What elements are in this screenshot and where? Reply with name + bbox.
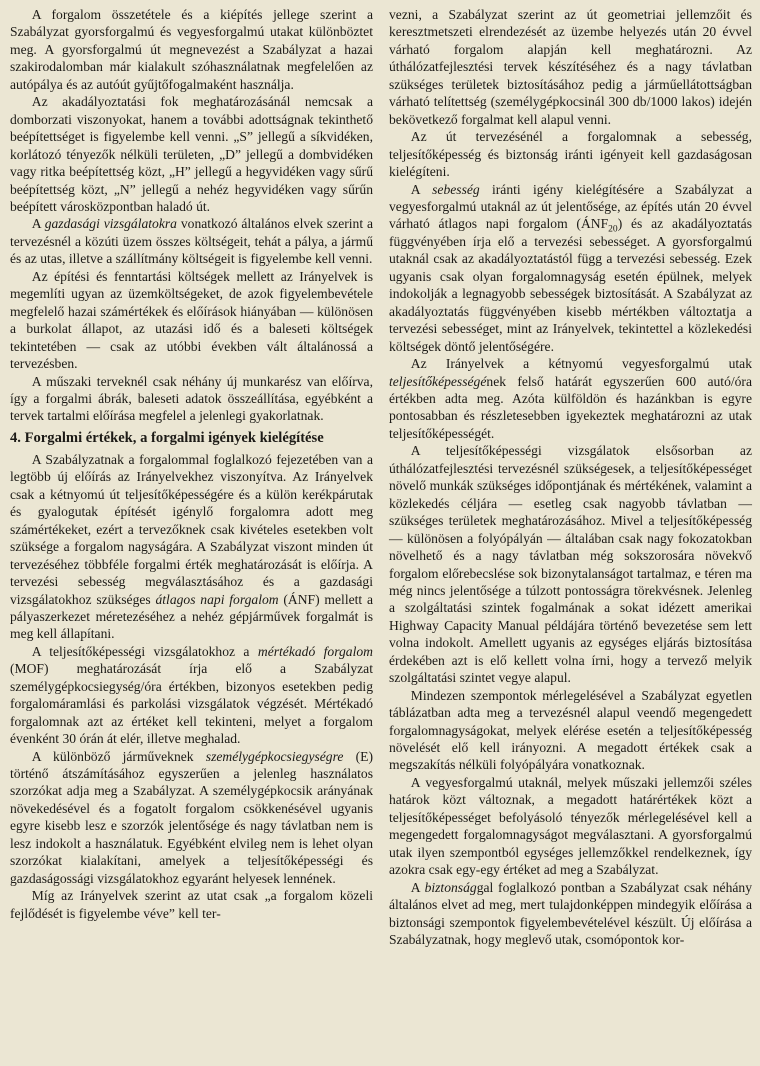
section-heading: 4. Forgalmi értékek, a forgalmi igények kielégítése [10, 429, 324, 446]
emphasis: gazdasági vizsgálatokra [44, 216, 177, 232]
paragraph [10, 643, 373, 748]
left-column [10, 6, 373, 1066]
text-run: nek felső határát egyszerűen 600 autó/óra értékben adta meg. Azóta külföldön és hazánkban is egyre pontosabban és részletesebben igyekeztek meghatározni az utak teljesítőképességét. [389, 373, 752, 441]
text-run: A [31, 216, 45, 232]
emphasis: biztonság [424, 879, 477, 895]
paragraph [389, 355, 752, 442]
text-run: Az Irányelvek a kétnyomú vegyesforgalmú utak [410, 356, 752, 372]
paragraph: A műszaki terveknél csak néhány új munkarész van előírva, így a forgalmi ábrák, baleseti adatok összeállítása, egyébként a tervek tartalmi előírása megfelel a jelenlegi gyakorlatnak. [10, 373, 373, 424]
text-run: gal foglalkozó pontban a Szabályzat csak néhány általános elvet ad meg, mert tulajdonképpen mindegyik előírása a biztonsági szempontok figyelembevételével készült. Új előírása a Szabályzatnak, hogy meglevő utak, csomópontok kor- [389, 879, 752, 948]
text-run: iránti igény kielégítésére a Szabályzat a vegyesforgalmú utaknál az út jelentősége, az építés után 20 évvel várható átlagos napi forgalom (ÁNF [389, 181, 752, 232]
text-run: (MOF) meghatározását írja elő a Szabályzat személygépkocsiegység/óra értékben, bizonyos esetekben pedig forgalomáramlási és parkolási vizsgálatok végzését. Mértékadó forgalomnak azt az értéket kell tekinteni, melyet a forgalom évenként 30 órán át elér, illetve meghalad. [10, 661, 373, 747]
text-run: A Szabályzatnak a forgalommal foglalkozó fejezetében van a legtöbb új előírás az Irányelvekhez viszonyítva. Az Irányelvek csak a kétnyomú út teljesítőképességére és a külön kerékpárutak és gyalogutak építését igénylő forgalomra adott meg számértékeket, ezért a tervezőknek csak kivételes esetekben volt szüksége a forgalom nagyságára. A Szabályzat viszont minden út tervezéséhez többféle forgalmi érték meghatározását is előírja. A tervezési sebesség megválasztásához és a gazdasági vizsgálatokhoz szükséges [10, 451, 373, 607]
text-run: A teljesítőképességi vizsgálatokhoz a [31, 643, 258, 659]
emphasis: átlagos napi forgalom [155, 591, 279, 607]
paragraph [10, 748, 373, 888]
text-run: A különböző járműveknek [31, 748, 206, 764]
paragraph: Az út tervezésénél a forgalomnak a sebesség, teljesítőképesség és biztonság iránti igényeit kell gazdaságosan kielégíteni. [389, 129, 752, 180]
paragraph: Az akadályoztatási fok meghatározásánál nemcsak a domborzati viszonyokat, hanem a további adottságnak tekinthető beépítettséget is figyelembe kell venni. „S” jellegű a síkvidéken, korlátozó tényezők nélküli területen, „D” jellegű a dombvidéken vagy ritka beépítettség közt, „H” jellegű a hegyvidéken vagy sűrű beépítettség közt, „N” jellegű a nehéz hegyvidéken vagy sűrűn beépített városközpontban haladó út. [10, 94, 373, 214]
paragraph: vezni, a Szabályzat szerint az út geometriai jellemzőit és keresztmetszeti elrendezését az üzembe helyezés után 20 évvel várható forgalom alapján kell meghatározni. Az úthálózatfejlesztési tervek készítéséhez és a nagy távlatban szükséges területek biztosításához pedig a járműellátottságban várható telítettség (személygépkocsinál 300 db/1000 lakos) idején bekövetkező forgalmat kell alapul venni. [389, 7, 752, 127]
paragraph [389, 879, 752, 949]
paragraph: A forgalom összetétele és a kiépítés jellege szerint a Szabályzat gyorsforgalmú és vegyesforgalmú utakat különböztet meg. A gyorsforgalmú út megnevezést a Szabályzat a hazai szakirodalomban már kialakult szóhasználatnak megfelelően az autópálya és az autóút gyűjtőfogalmaként használja. [10, 7, 373, 92]
paragraph: Míg az Irányelvek szerint az utat csak „a forgalom közeli fejlődését is figyelembe véve” kell ter- [10, 888, 373, 921]
text-run: vonatkozó általános elvek szerint a tervezésnél a közúti üzem összes költségeit, tehát a pálya, a jármű és az utas, illetve a szállítmány költségeit is figyelembe kell venni. [10, 216, 374, 267]
paragraph [10, 215, 373, 267]
text-run: A [410, 181, 433, 197]
text-run: (ÁNF) mellett a pályaszerkezet méretezéséhez a nehéz gépjárművek forgalmát is meg kell állapítani. [10, 591, 373, 642]
right-column [389, 6, 752, 1066]
paragraph [389, 181, 752, 356]
text-run: A [410, 879, 425, 895]
paragraph [10, 451, 373, 643]
emphasis: teljesítőképességé [389, 373, 487, 389]
text-run: ) és az akadályoztatás függvényében írja elő a tervezési sebességet. A gyorsforgalmú utaknál csak az akadályoztatástól függ a tervezési sebesség. Ezek ugyanis csak olyan forgalomnagyság esetén épülnek, melyek indokolják a legnagyobb sebességek biztosítását. A Szabályzat az akadályoztatás függvényében kisebb mértékben változtatja a tervezési sebességet, mint az Irányelvek, tekintettel a közlekedési költségek döntő jelentőségére. [389, 216, 753, 354]
emphasis: személygépkocsiegységre [205, 748, 344, 764]
subscript: 20 [608, 225, 618, 236]
paragraph: A vegyesforgalmú utaknál, melyek műszaki jellemzői széles határok közt változnak, a megadott határértékek közt a teljesítőképességet befolyásoló tényezők mérlegelésével kell a megengedett forgalomnagyságot megválasztani. A gyorsforgalmú utak ilyen szempontból egységes jellemzőkkel rendelkeznek, így azokra csak egy-egy értéket ad meg a Szabályzat. [389, 774, 752, 878]
paragraph: Az építési és fenntartási költségek mellett az Irányelvek is megemlíti ugyan az üzemköltségeket, de azok figyelembevétele megfelelő hazai számértékek és előírások hiányában — különösen a burkolat állapot, az utazási idő és a baleseti költségek tekintetében — csak az utóbbi években vált általánossá a tervezésben. [10, 268, 373, 372]
emphasis: mértékadó forgalom [257, 643, 373, 659]
emphasis: sebesség [432, 181, 480, 197]
paragraph: Mindezen szempontok mérlegelésével a Szabályzat egyetlen táblázatban adta meg a tervezésnél alapul veendő megengedett forgalomnagyságokat, melyek elérése esetén a teljesítőképesség növelését elő kell irányozni. A megadott értékek csak a megszakítás nélküli folyópályára vonatkoznak. [389, 687, 752, 773]
text-run: (E) történő átszámításához egyszerűen a jelenleg használatos szorzókat adja meg a Szabályzat. A személygépkocsik arányának növekedésével és a fogatolt forgalom csökkenésével ugyanis egyre kisebb lesz e szorzók jelentősége és nagy távlatban nem is lesz indokolt a használatuk. Egyébként elvileg nem is lehet olyan szorzókat kialakítani, amelyek a teljesítőképességi és gazdaságossági vizsgálatokhoz egyaránt helyesek lennének. [10, 748, 373, 886]
paragraph: A teljesítőképességi vizsgálatok elsősorban az úthálózatfejlesztési tervezésnél szükségesek, a teljesítőképességet növelő munkák szükséges időpontjának és mértékének, valamint a közlekedés céljára — esetleg csak nagyobb távlatban — szükséges területek meghatározásához. Mivel a teljesítőképesség — különösen a folyópályán — általában csak nagy fokozatokban növelhető és a nagy távlatban még sokszorosára növekvő forgalom előrebecslése sok bizonytalanságot tartalmaz, e téren ma még nincs jelentősége a túlzott pontosságra törekvésnek. Jelenleg a szolgáltatási szintek fogalmának a sokat idézett amerikai Highway Capacity Manual példájára történő bevezetése sem lett volna indokolt. Amellett ugyanis az egységes eljárás biztosítása érdekében azt is elő kellett volna írni, hogy a tervező melyik szolgáltatási szintet vegye alapul. [389, 443, 752, 686]
